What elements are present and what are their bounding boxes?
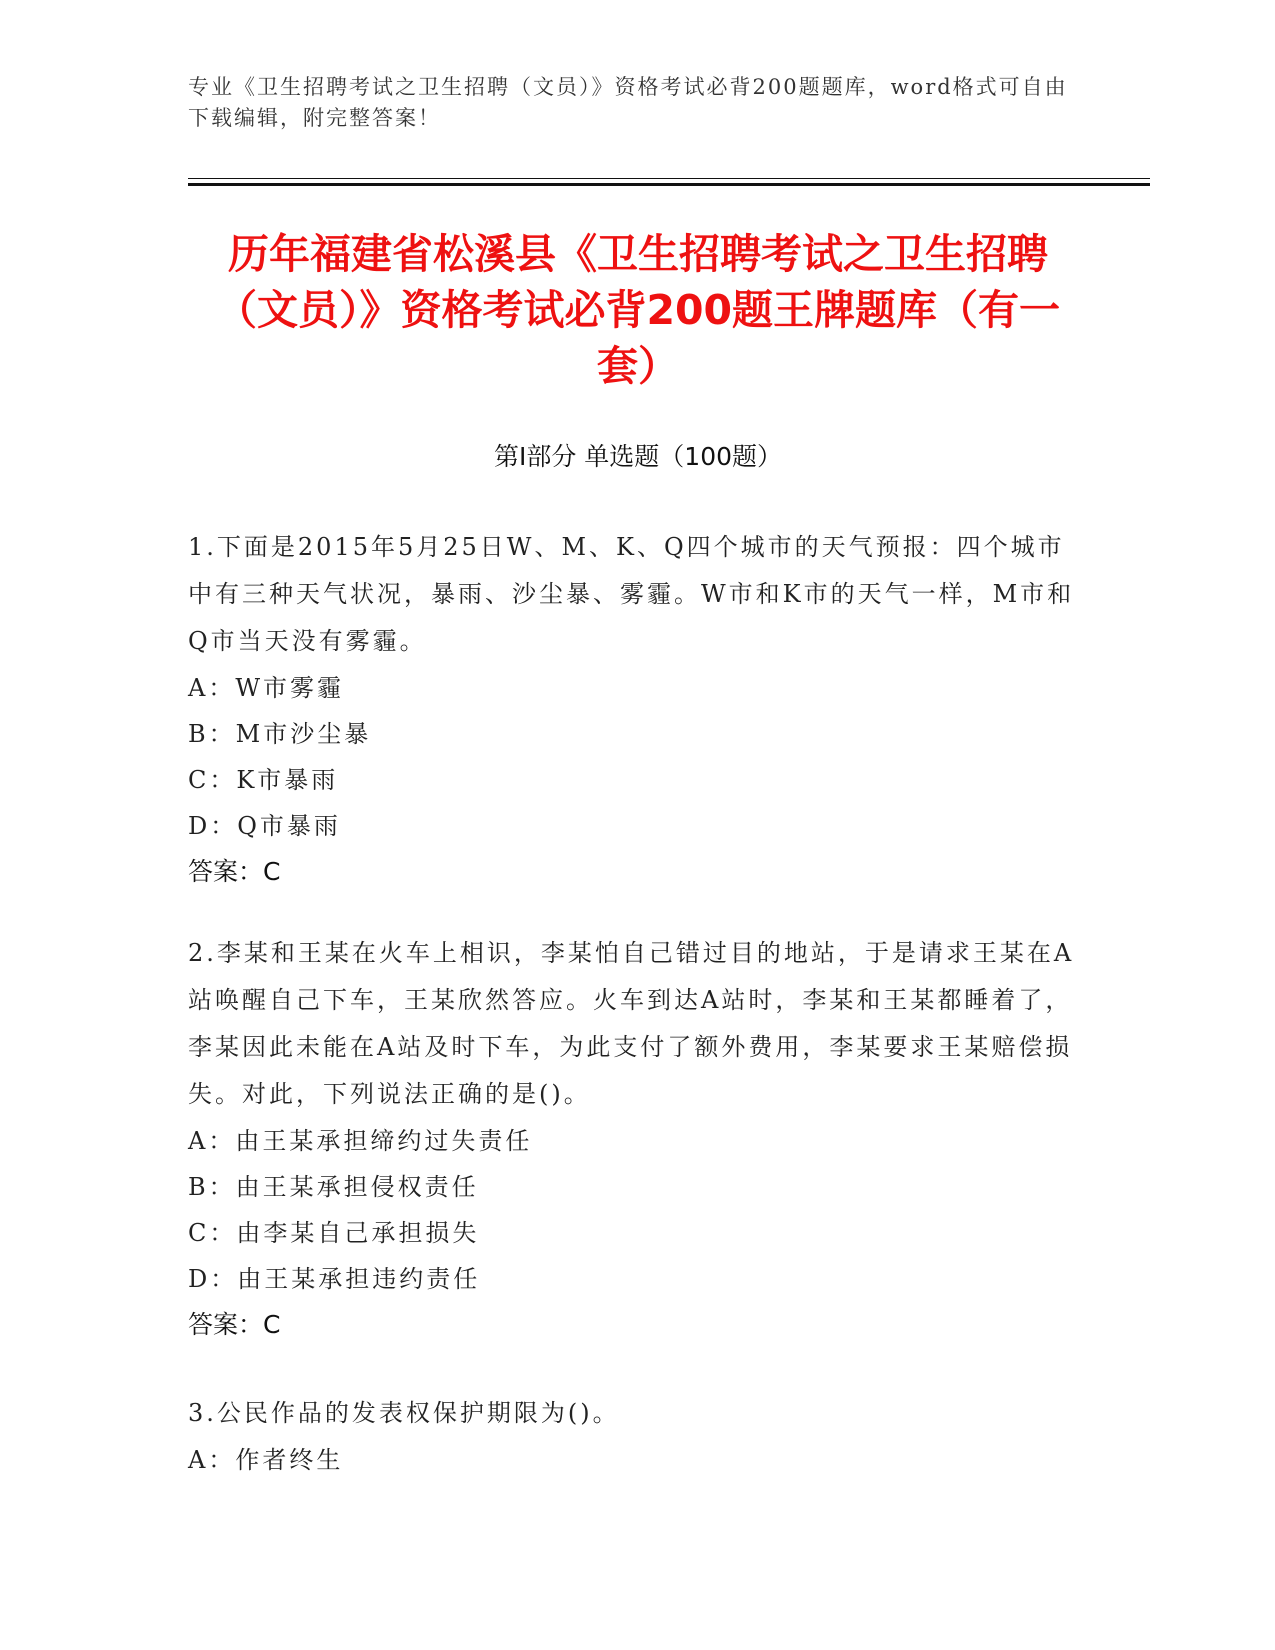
option-a: A：由王某承担缔约过失责任 <box>188 1127 533 1155</box>
question-stem: 1.下面是2015年5月25日W、M、K、Q四个城市的天气预报：四个城市中有三种天气状况，暴雨、沙尘暴、雾霾。W市和K市的天气一样，M市和Q市当天没有雾霾。 <box>188 533 1075 655</box>
question-stem: 3.公民作品的发表权保护期限为()。 <box>188 1399 620 1427</box>
question-2 <box>188 930 1088 1348</box>
option-d: D：Q市暴雨 <box>188 812 341 840</box>
option-c: C：K市暴雨 <box>188 766 339 794</box>
header-divider-thick <box>188 183 1150 186</box>
option-b: B：M市沙尘暴 <box>188 720 372 748</box>
option-a: A：W市雾霾 <box>188 674 344 702</box>
answer: 答案：C <box>188 1310 281 1339</box>
question-1 <box>188 524 1088 895</box>
document-title: 历年福建省松溪县《卫生招聘考试之卫生招聘（文员）》资格考试必背200题王牌题库（有一套） <box>215 230 1061 390</box>
answer: 答案：C <box>188 857 281 886</box>
question-stem: 2.李某和王某在火车上相识，李某怕自己错过目的地站，于是请求王某在A站唤醒自己下车，王某欣然答应。火车到达A站时，李某和王某都睡着了，李某因此未能在A站及时下车，为此支付了额外费用，李某要求王某赔偿损失。对此，下列说法正确的是()。 <box>188 939 1075 1108</box>
option-a: A：作者终生 <box>188 1446 344 1474</box>
option-d: D：由王某承担违约责任 <box>188 1265 481 1293</box>
question-3 <box>188 1390 1088 1483</box>
section-heading: 第Ⅰ部分 单选题（100题） <box>493 442 783 471</box>
header-note: 专业《卫生招聘考试之卫生招聘（文员）》资格考试必背200题题库，word格式可自由下载编辑，附完整答案！ <box>188 75 1068 130</box>
option-c: C：由李某自己承担损失 <box>188 1219 480 1247</box>
option-b: B：由王某承担侵权责任 <box>188 1173 479 1201</box>
header-divider-thin <box>188 178 1150 179</box>
